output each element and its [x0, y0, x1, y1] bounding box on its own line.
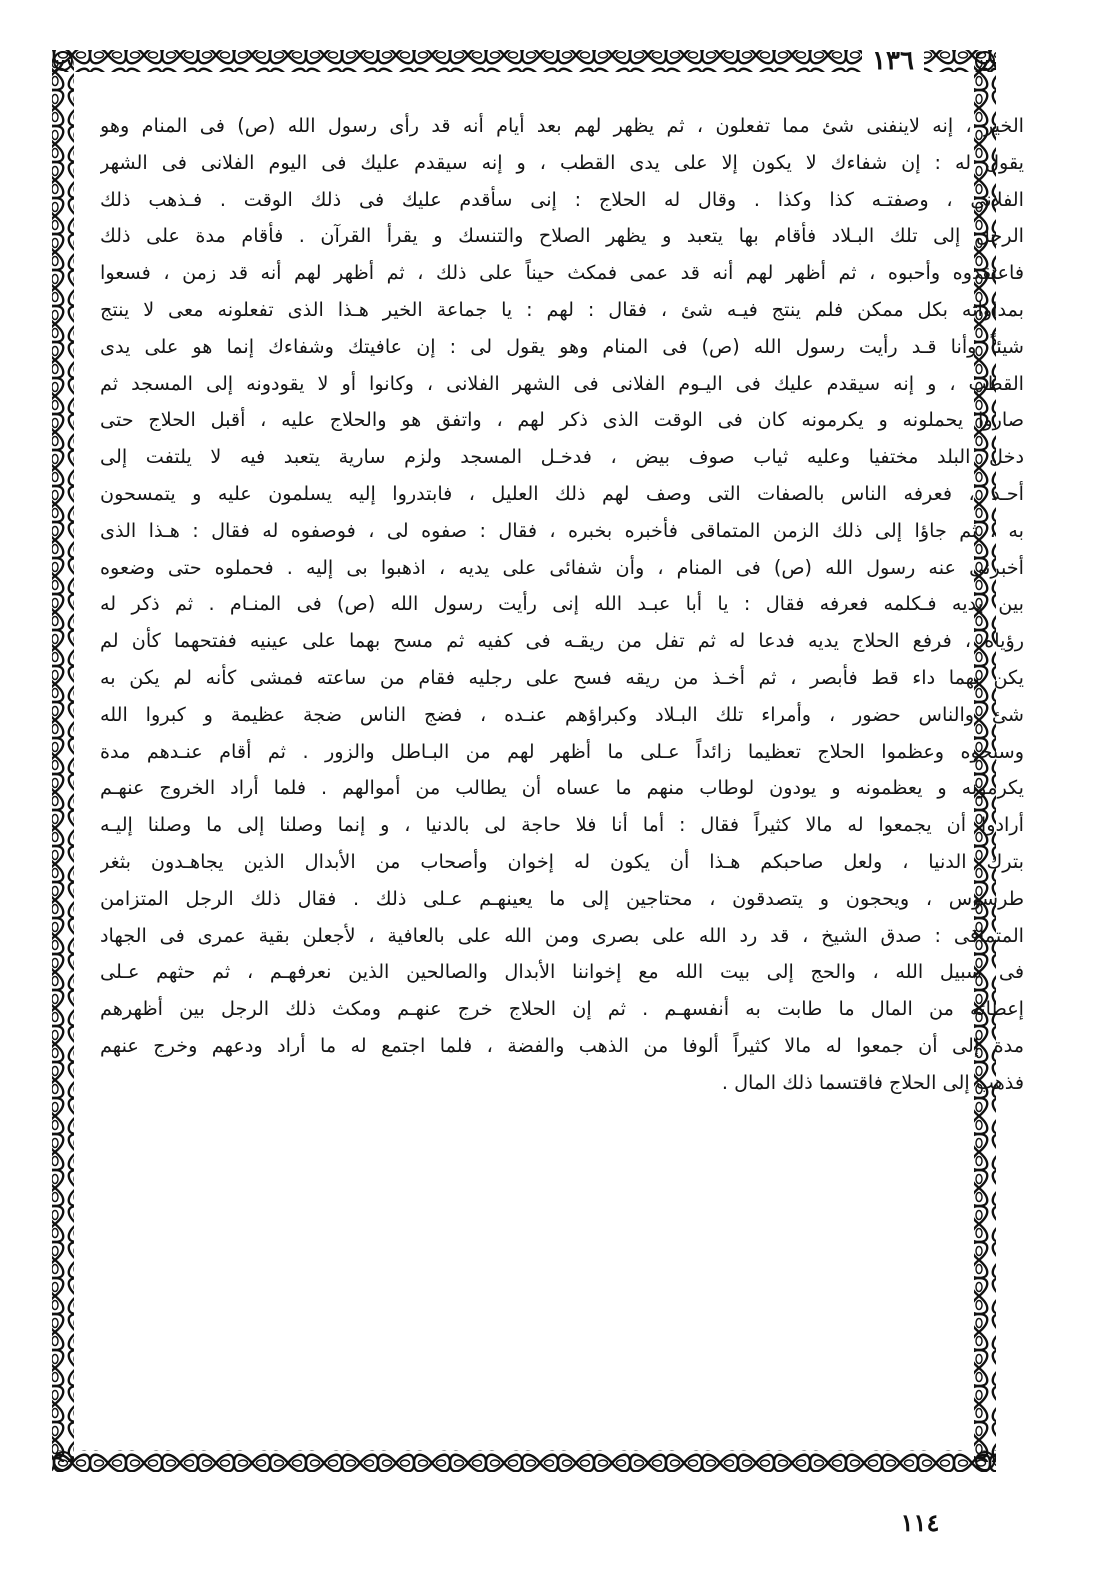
- text-line: فذهب إلى الحلاج فاقتسما ذلك المال .: [721, 1070, 1024, 1094]
- text-line: صاروا يحملونه و يكرمونه كان فى الوقت الذى ذكر لهم ، واتفق هو والحلاج عليه ، أقبل الحلاج حتى: [100, 408, 1024, 432]
- text-line: به ، ثم جاؤا إلى ذلك الزمن المتماقى فأخبره بخبره ، فقال : صفوه لى ، فوصفوه له فقال : هـذا الذى: [100, 518, 1024, 542]
- text-line: رؤياه ، فرفع الحلاج يديه فدعا له ثم تفل من ريقـه فى كفيه ثم مسح بهما على عينيه ففتحهما كأن لم: [100, 629, 1024, 653]
- text-line: يكن بهما داء قط فأبصر ، ثم أخـذ من ريقه فسح على رجليه فقام من ساعته فمشى كأنه لم يكن به: [100, 665, 1024, 689]
- text-line: طرسوس ، ويحجون و يتصدقون ، محتاجين إلى ما يعينهـم عـلى ذلك . فقال ذلك الرجل المتزامن: [100, 886, 1024, 910]
- text-line: فاعتقدوه وأحبوه ، ثم أظهر لهم أنه قد عمى فمكث حيناً على ذلك ، ثم أظهر لهم أنه قد زمن ، فسعوا: [100, 261, 1024, 285]
- text-line: شيئاً وأنا قـد رأيت رسول الله (ص) فى المنام وهو يقول لى : إن عافيتك وشفاءك إنما هو على يدى: [100, 334, 1024, 358]
- text-line: إعطائه من المال ما طابت به أنفسهـم . ثم إن الحلاج خرج عنهـم ومكث ذلك الرجل بين أظهرهم: [100, 997, 1024, 1021]
- text-line: دخل البلد مختفيا وعليه ثياب صوف بيض ، فدخـل المسجد ولزم سارية يتعبد فيه لا يلتفت إلى: [100, 445, 1024, 469]
- text-line: القطب ، و إنه سيقدم عليك فى اليـوم الفلانى فى الشهر الفلانى ، وكانوا أو لا يقودونه إلى المسجد ثم: [100, 371, 1024, 395]
- text-line: بترك الدنيا ، ولعل صاحبكم هـذا أن يكون له إخوان وأصحاب من الأبدال الذين يجاهـدون بثغر: [100, 849, 1024, 873]
- text-line: أرادوا أن يجمعوا له مالا كثيراً فقال : أما أنا فلا حاجة لى بالدنيا ، و إنما وصلنا إلى ما وصلنا إليـه: [100, 813, 1024, 837]
- text-line: الخير ، إنه لاينفنى شئ مما تفعلون ، ثم يظهر لهم بعد أيام أنه قد رأى رسول الله (ص) فى المنام وهو: [100, 114, 1024, 137]
- text-line: يكرمونه و يعظمونه و يودون لوطاب منهم ما عساه أن يطالب من أموالهم . فلما أراد الخروج عنهـم: [100, 776, 1024, 800]
- text-line: المتماقى : صدق الشيخ ، قد رد الله على بصرى ومن الله على بالعافية ، لأجعلن بقية عمرى فى الجهاد: [100, 923, 1024, 947]
- page-number-bottom: ١١٤: [900, 1508, 940, 1537]
- text-line: أحـد ، فعرفه الناس بالصفات التى وصف لهم ذلك العليل ، فابتدروا إليه يسلمون عليه و يتمسحون: [100, 481, 1024, 505]
- text-line: الرجل إلى تلك البـلاد فأقام بها يتعبد و يظهر الصلاح والتنسك و يقرأ القرآن . فأقام مدة على ذلك: [100, 224, 1024, 248]
- text-line: فى سبيل الله ، والحج إلى بيت الله مع إخواننا الأبدال والصالحين الذين نعرفهـم ، ثم حثهم عـلى: [100, 960, 1024, 984]
- text-line: أخبرنى عنه رسول الله (ص) فى المنام ، وأن شفائى على يديه ، اذهبوا بى إليه . فحملوه حتى وضعوه: [100, 555, 1024, 579]
- text-line: وسبحوه وعظموا الحلاج تعظيما زائداً عـلى ما أظهر لهم من البـاطل والزور . ثم أقام عنـدهم مدة: [100, 739, 1024, 763]
- body-text: [100, 108, 1024, 1102]
- text-line: مدة إلى أن جمعوا له مالا كثيراً ألوفا من الذهب والفضة ، فلما اجتمع له ما أراد ودعهم وخرج عنهم: [100, 1033, 1024, 1057]
- text-line: يقول له : إن شفاءك لا يكون إلا على يدى القطب ، و إنه سيقدم عليك فى اليوم الفلانى فى الشهر: [100, 150, 1024, 174]
- page-number-top: ١٣٦: [862, 46, 924, 76]
- text-line: شئ والناس حضور ، وأمراء تلك البـلاد وكبراؤهم عنـده ، فضج الناس ضجة عظيمة و كبروا الله: [100, 702, 1024, 726]
- text-line: الفلانى ، وصفتـه كذا وكذا . وقال له الحلاج : إنى سأقدم عليك فى ذلك الوقت . فـذهب ذلك: [100, 187, 1024, 211]
- text-line: بين يديه فـكلمه فعرفه فقال : يا أبا عبـد الله إنى رأيت رسول الله (ص) فى المنـام . ثم ذكر له: [100, 592, 1024, 616]
- text-line: بمداواته بكل ممكن فلم ينتج فيـه شئ ، فقال : لهم : يا جماعة الخير هـذا الذى تفعلونه معى لا ينتج: [100, 297, 1024, 321]
